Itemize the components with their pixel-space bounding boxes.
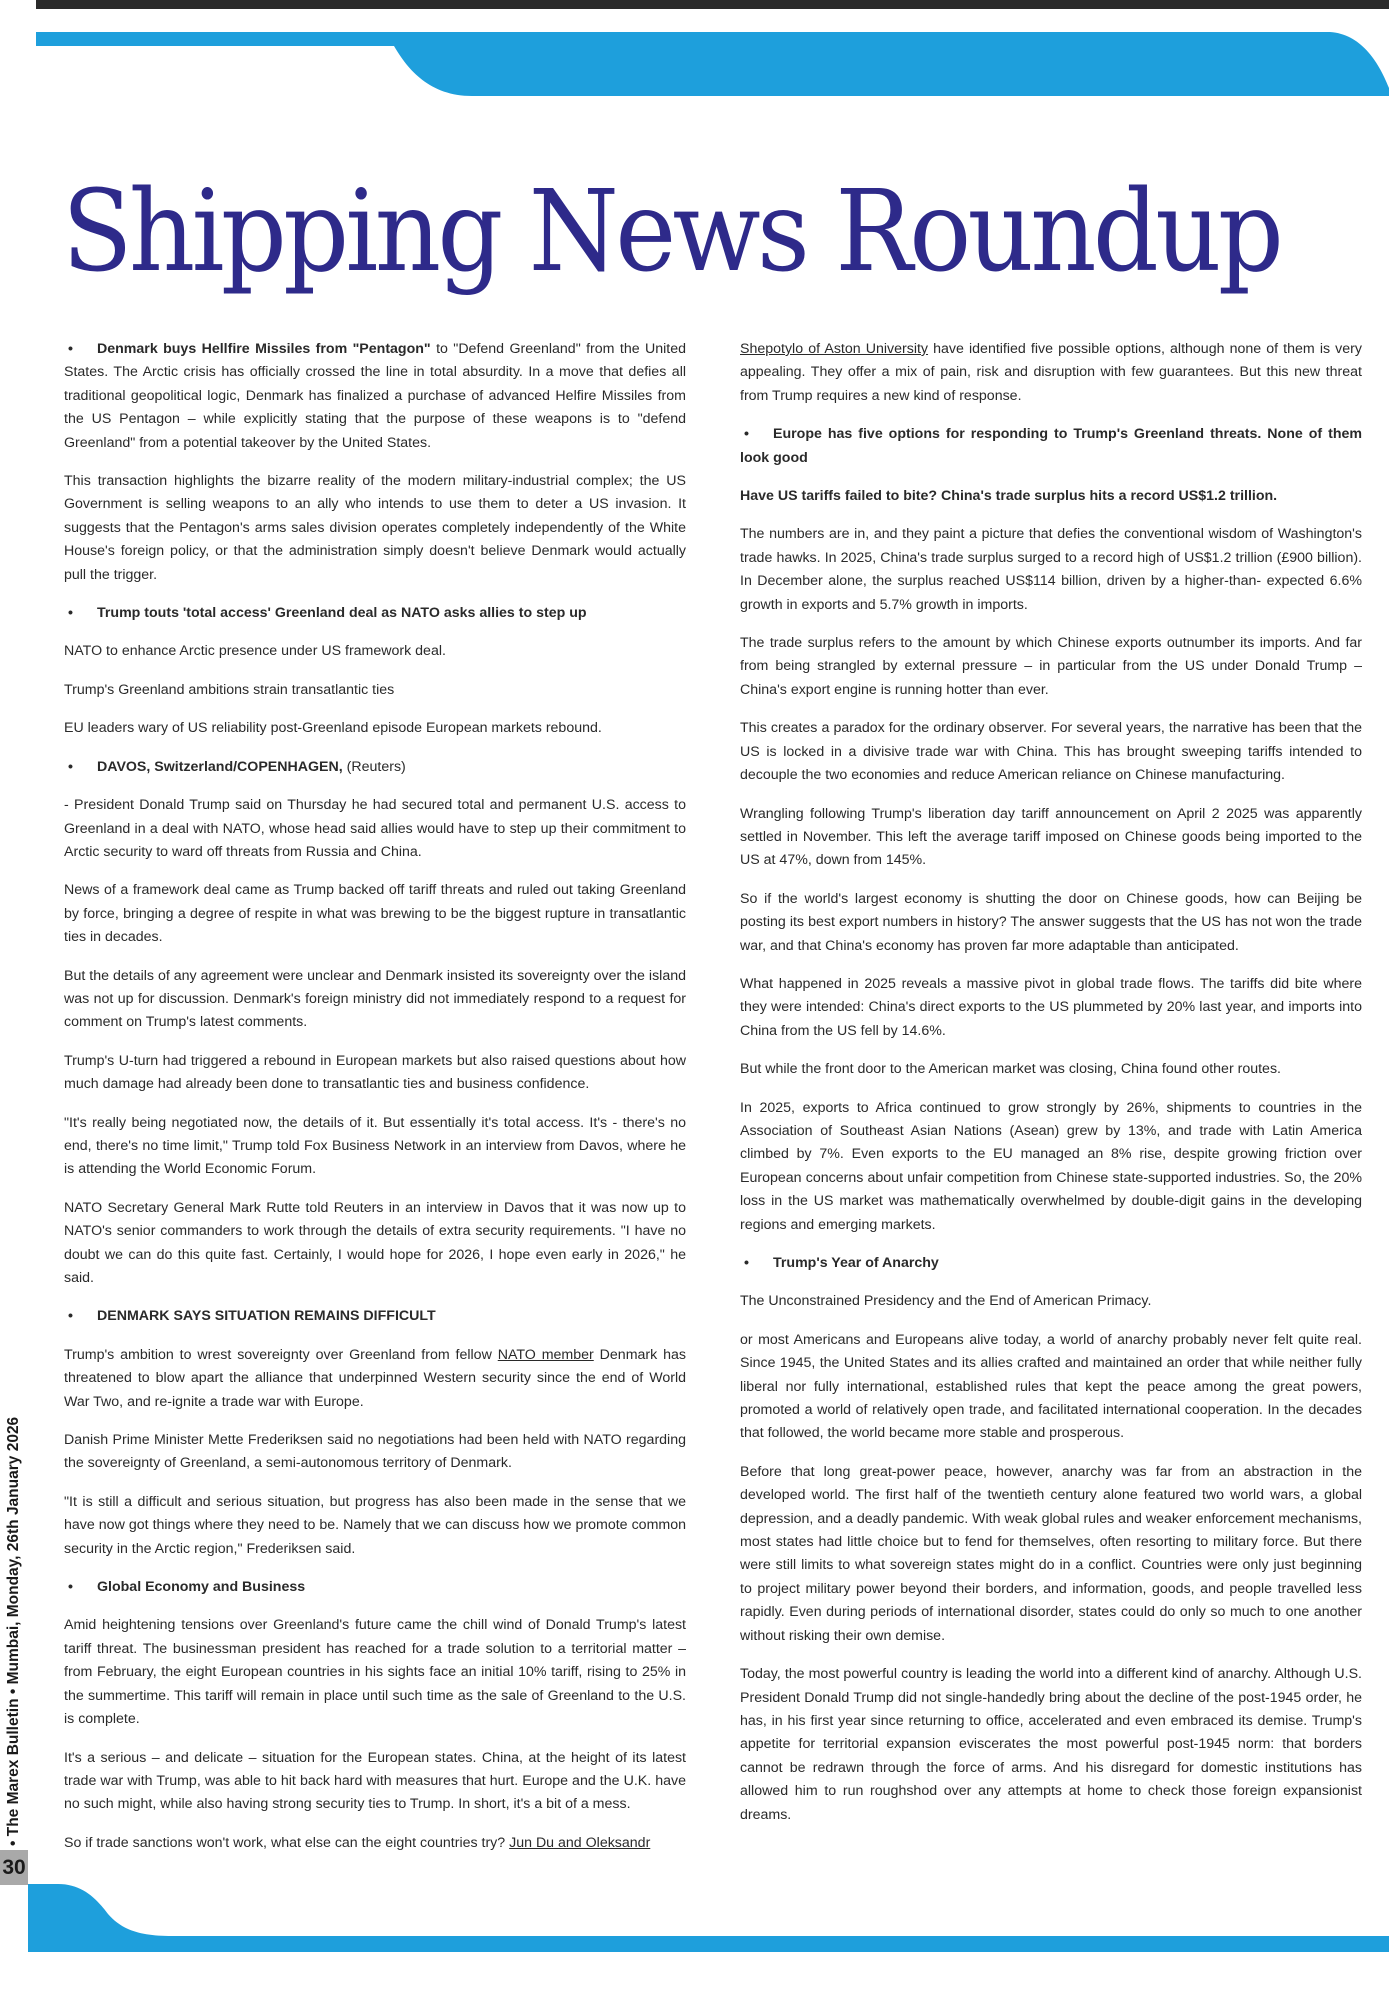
bullet-text: (Reuters) — [346, 758, 406, 775]
text-span: Trump's ambition to wrest sovereignty over Greenland from fellow — [64, 1346, 492, 1363]
text-span: So if trade sanctions won't work, what else can the eight countries try? — [64, 1834, 506, 1851]
right-column — [740, 338, 1362, 1842]
bullet-dot: • — [744, 1255, 749, 1271]
nato-member-link[interactable]: NATO member — [497, 1346, 594, 1363]
paragraph — [64, 1344, 686, 1414]
bullet-dot: • — [68, 1579, 73, 1596]
bullet-dot: • — [68, 605, 73, 622]
paragraph: Trump's Greenland ambitions strain transatlantic ties — [64, 681, 395, 698]
bullet-year-of-anarchy — [740, 1252, 1362, 1275]
aston-university-link[interactable]: Shepotylo of Aston University — [740, 341, 929, 357]
bullet-dot: • — [68, 341, 73, 357]
paragraph: Wrangling following Trump's liberation day tariff announcement on April 2 2025 was apparently settled in November. This left the average tariff imposed on Chinese goods being imported to the US at 47%, down from 145%. — [740, 805, 1362, 869]
bullet-heading: Trump touts 'total access' Greenland deal as NATO asks allies to step up — [97, 605, 587, 622]
paragraph: In 2025, exports to Africa continued to grow strongly by 26%, shipments to countries in the Association of Southeast Asian Nations (Asean) grew by 13%, and trade with Latin America climbed by 7%. Even exports to the EU managed an 8% rise, despite growing friction over European concerns about unfair competition from Chinese state-supported industries. So, the 20% loss in the US market was mathematically overwhelmed by double-digit gains in the developing regions and emerging markets. — [740, 1099, 1362, 1233]
bullet-global-economy — [64, 1576, 686, 1599]
bullet-dot: • — [744, 426, 749, 443]
page-title: Shipping News Roundup — [62, 167, 1281, 297]
paragraph: The trade surplus refers to the amount by which Chinese exports outnumber its imports. And far from being strangled by external pressure – in particular from the US under Donald Trump – China's export engine is running hotter than ever. — [740, 635, 1362, 698]
paragraph: Danish Prime Minister Mette Frederiksen said no negotiations had been held with NATO regarding the sovereignty of Greenland, a semi-autonomous territory of Denmark. — [64, 1432, 686, 1472]
paragraph: News of a framework deal came as Trump backed off tariff threats and ruled out taking Greenland by force, bringing a degree of respite in what was brewing to be the biggest rupture in transatlantic ties in decades. — [64, 882, 686, 946]
left-column — [64, 338, 686, 1870]
paragraph: What happened in 2025 reveals a massive pivot in global trade flows. The tariffs did bite where they were intended: China's direct exports to the US plummeted by 20% last year, and imports into China from the US fell by 14.6%. — [740, 975, 1362, 1039]
paragraph: EU leaders wary of US reliability post-Greenland episode European markets rebound. — [64, 720, 602, 737]
text-span: Denmark has threatened to blow apart the alliance that underpinned Western security since the end of World War Two, and re-ignite a trade war with Europe. — [64, 1346, 686, 1410]
bullet-heading: DENMARK SAYS SITUATION REMAINS DIFFICULT — [97, 1308, 436, 1325]
bullet-heading: Denmark buys Hellfire Missiles from "Pentagon" — [97, 341, 431, 357]
page-number: 30 — [0, 1850, 28, 1885]
paragraph: But while the front door to the American market was closing, China found other routes. — [740, 1061, 1281, 1078]
paragraph: So if the world's largest economy is shutting the door on Chinese goods, how can Beijing be posting its best export numbers in history? The answer suggests that the US has not won the trade war, and that China's economy has proven far more adaptable than anticipated. — [740, 890, 1362, 954]
paragraph: NATO to enhance Arctic presence under US framework deal. — [64, 643, 446, 660]
paragraph: Today, the most powerful country is leading the world into a different kind of anarchy. Although U.S. President Donald Trump did not single-handedly bring about the decline of the post-1945 order, he has, in his first year since returning to office, accelerated and even embraced its demise. Trump's appetite for territorial expansion eviscerates the most powerful post-1945 norm: that borders cannot be redrawn through the force of arms. And his disregard for domestic institutions has allowed him to run roughshod over any attempts at home to check those foreign expansionist dreams. — [740, 1666, 1362, 1823]
paragraph — [740, 338, 1362, 408]
bullet-dot: • — [68, 758, 73, 775]
paragraph: This transaction highlights the bizarre reality of the modern military-industrial complex; the US Government is selling weapons to an ally who intends to use them to deter a US invasion. It suggests that the Pentagon's arms sales division operates completely independently of the White House's foreign policy, or that the administration simply doesn't believe Denmark would actually pull the trigger. — [64, 473, 686, 583]
paragraph: But the details of any agreement were unclear and Denmark insisted its sovereignty over the island was not up for discussion. Denmark's foreign ministry did not immediately respond to a request for comment on Trump's latest comments. — [64, 967, 686, 1031]
bullet-heading: DAVOS, Switzerland/COPENHAGEN, — [97, 758, 343, 775]
paragraph — [64, 1832, 686, 1855]
paragraph: Trump's U-turn had triggered a rebound in European markets but also raised questions about how much damage had already been done to transatlantic ties and business confidence. — [64, 1052, 686, 1093]
bullet-heading: Global Economy and Business — [97, 1579, 306, 1596]
paragraph: "It's really being negotiated now, the details of it. But essentially it's total access. It's - there's no end, there's no time limit," Trump told Fox Business Network in an interview from Davos, where he is attending the World Economic Forum. — [64, 1114, 686, 1178]
paragraph: The numbers are in, and they paint a picture that defies the conventional wisdom of Washington's trade hawks. In 2025, China's trade surplus surged to a record high of US$1.2 trillion (£900 billion). In December alone, the surplus reached US$114 billion, driven by a higher-than- expected 6.6% growth in exports and 5.7% growth in imports. — [740, 526, 1362, 613]
bullet-heading: Trump's Year of Anarchy — [773, 1255, 939, 1271]
paragraph: The Unconstrained Presidency and the End of American Primacy. — [740, 1293, 1152, 1310]
paragraph: "It is still a difficult and serious situation, but progress has also been made in the sense that we have now got things where they need to be. Namely that we can discuss how we promote common security in the Arctic region," Frederiksen said. — [64, 1493, 686, 1557]
paragraph: Amid heightening tensions over Greenland's future came the chill wind of Donald Trump's latest tariff threat. The businessman president has reached for a trade solution to a territorial matter – from February, the eight European countries in his sights face an initial 10% tariff, rising to 25% in the summertime. This tariff will remain in place until such time as the sale of Greenland to the U.S. is complete. — [64, 1617, 686, 1728]
text-span: have identified five possible options, although none of them is very appealing. They offer a mix of pain, risk and disruption with few guarantees. But this new threat from Trump requires a new kind of response. — [740, 341, 1362, 404]
paragraph: It's a serious – and delicate – situation for the European states. China, at the height of its latest trade war with Trump, was able to hit back hard with measures that hurt. Europe and the U.K. have no such might, while also having strong security ties to Trump. In short, it's a bit of a mess. — [64, 1749, 686, 1813]
paragraph: Before that long great-power peace, however, anarchy was far from an abstraction in the developed world. The first half of the twentieth century alone featured two world wars, a global depression, and a deadly pandemic. With weak global rules and weaker enforcement mechanisms, most states had little choice but to fend for themselves, often resorting to military force. But there were still limits to what sovereign states might do in a conflict. Countries were only just beginning to project military power beyond their borders, and information, goods, and people travelled less rapidly. Even during periods of international disorder, states could do only so much to one another without risking their own demise. — [740, 1463, 1362, 1644]
paragraph: NATO Secretary General Mark Rutte told Reuters in an interview in Davos that it was now up to NATO's senior commanders to work through the details of extra security requirements. "I have no doubt we can do this quite fast. Certainly, I would hope for 2026, I hope even early in 2026," he said. — [64, 1199, 686, 1286]
bullet-davos — [64, 756, 686, 779]
bullet-hellfire — [64, 338, 686, 455]
bullet-text: to "Defend Greenland" from the United States. The Arctic crisis has officially crossed the line in total absurdity. In a move that defies all traditional geopolitical logic, Denmark has finalized a purchase of advanced Helfire Missiles from the US Pentagon – while explicitly stating that the purpose of these weapons is to "defend Greenland" from a potential takeover by the United States. — [64, 341, 686, 451]
bullet-denmark-difficult — [64, 1305, 686, 1328]
footer-blue-swoosh — [0, 1872, 1389, 1962]
bullet-total-access — [64, 602, 686, 625]
header-blue-swoosh — [0, 0, 1389, 110]
bullet-heading: Europe has five options for responding to Trump's Greenland threats. None of them look good — [740, 426, 1362, 466]
bullet-europe-options — [740, 423, 1362, 470]
paragraph: or most Americans and Europeans alive today, a world of anarchy probably never felt quite real. Since 1945, the United States and its allies crafted and maintained an order that while neither fully liberal nor fully international, established rules that kept the peace among the great powers, promoted a world of relatively open trade, and facilitated international cooperation. In the decades that followed, the world became more stable and prosperous. — [740, 1331, 1362, 1442]
bullet-dot: • — [68, 1308, 73, 1325]
author-link[interactable]: Jun Du and Oleksandr — [509, 1834, 651, 1851]
bulletin-side-caption: • The Marex Bulletin • Mumbai, Monday, 26th January 2026 — [5, 1416, 22, 1846]
subheading: Have US tariffs failed to bite? China's trade surplus hits a record US$1.2 trillion. — [740, 488, 1278, 505]
paragraph: - President Donald Trump said on Thursday he had secured total and permanent U.S. access to Greenland in a deal with NATO, whose head said allies would have to step up their commitment to Arctic security to ward off threats from Russia and China. — [64, 797, 686, 860]
paragraph: This creates a paradox for the ordinary observer. For several years, the narrative has been that the US is locked in a divisive trade war with China. This has brought sweeping tariffs intended to decouple the two economies and reduce American reliance on Chinese manufacturing. — [740, 720, 1362, 784]
